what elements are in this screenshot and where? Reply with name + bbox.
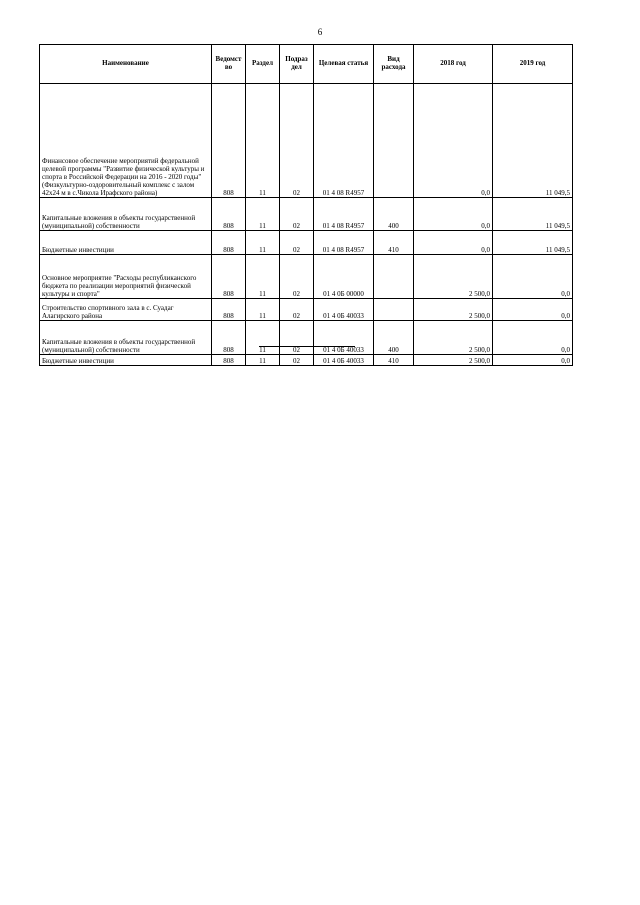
row-dept: 808 (212, 231, 246, 255)
row-2019: 11 049,5 (493, 84, 573, 198)
row-section: 11 (246, 255, 280, 299)
row-dept: 808 (212, 321, 246, 355)
row-expense (374, 255, 414, 299)
table-row (40, 255, 573, 299)
header-section: Раздел (246, 45, 280, 84)
row-dept: 808 (212, 355, 246, 366)
row-dept: 808 (212, 84, 246, 198)
header-target: Целевая статья (314, 45, 374, 84)
row-section: 11 (246, 355, 280, 366)
row-expense: 400 (374, 321, 414, 355)
row-subsection: 02 (280, 84, 314, 198)
row-2018: 2 500,0 (414, 299, 493, 321)
row-target: 01 4 0Б 40033 (314, 355, 374, 366)
row-target: 01 4 0Б 40033 (314, 299, 374, 321)
row-expense: 410 (374, 231, 414, 255)
row-target: 01 4 08 R4957 (314, 231, 374, 255)
table-row (40, 231, 573, 255)
header-subsection: Подраз дел (280, 45, 314, 84)
row-subsection: 02 (280, 355, 314, 366)
row-target: 01 4 0Б 40033 (314, 321, 374, 355)
row-2018: 2 500,0 (414, 321, 493, 355)
row-dept: 808 (212, 198, 246, 231)
row-2019: 0,0 (493, 321, 573, 355)
row-dept: 808 (212, 299, 246, 321)
row-expense (374, 299, 414, 321)
row-target: 01 4 08 R4957 (314, 84, 374, 198)
row-section: 11 (246, 321, 280, 355)
row-name: Строительство спортивного зала в с. Суадаг Алагирского района (40, 299, 212, 321)
row-2019: 0,0 (493, 255, 573, 299)
row-subsection: 02 (280, 255, 314, 299)
budget-table (39, 44, 573, 366)
row-name: Бюджетные инвестиции (40, 355, 212, 366)
row-name: Капитальные вложения в объекты государственной (муниципальной) собственности (40, 321, 212, 355)
row-2019: 11 049,5 (493, 231, 573, 255)
row-dept: 808 (212, 255, 246, 299)
table-header-row (40, 45, 573, 84)
row-target: 01 4 08 R4957 (314, 198, 374, 231)
row-2019: 0,0 (493, 355, 573, 366)
table-row (40, 84, 573, 198)
row-subsection: 02 (280, 299, 314, 321)
table-row (40, 355, 573, 366)
row-expense (374, 84, 414, 198)
row-section: 11 (246, 198, 280, 231)
row-subsection: 02 (280, 321, 314, 355)
header-2018: 2018 год (414, 45, 493, 84)
row-target: 01 4 0Б 00000 (314, 255, 374, 299)
header-expense: Вид расхода (374, 45, 414, 84)
row-2019: 0,0 (493, 299, 573, 321)
table-row (40, 321, 573, 355)
header-name: Наименование (40, 45, 212, 84)
row-2018: 0,0 (414, 198, 493, 231)
row-name: Бюджетные инвестиции (40, 231, 212, 255)
row-section: 11 (246, 231, 280, 255)
row-2018: 0,0 (414, 84, 493, 198)
row-section: 11 (246, 299, 280, 321)
header-2019: 2019 год (493, 45, 573, 84)
row-section: 11 (246, 84, 280, 198)
table-row (40, 198, 573, 231)
row-expense: 410 (374, 355, 414, 366)
row-2019: 11 049,5 (493, 198, 573, 231)
row-name: Финансовое обеспечение мероприятий федеральной целевой программы "Развитие физической культуры и спорта в Российской Федерации на 2016 - 2020 годы" (Физкультурно-оздоровительный комплекс с залом 42х24 м в с.Чикола Ирафского района) (40, 84, 212, 198)
row-subsection: 02 (280, 231, 314, 255)
row-name: Основное мероприятие "Расходы республиканского бюджета по реализации мероприятий физической культуры и спорта" (40, 255, 212, 299)
row-name: Капитальные вложения в объекты государственной (муниципальной) собственности (40, 198, 212, 231)
end-separator-line (259, 346, 355, 347)
row-2018: 2 500,0 (414, 255, 493, 299)
row-2018: 2 500,0 (414, 355, 493, 366)
page-number: 6 (317, 27, 323, 37)
header-dept: Ведомст во (212, 45, 246, 84)
row-expense: 400 (374, 198, 414, 231)
table-row (40, 299, 573, 321)
row-subsection: 02 (280, 198, 314, 231)
row-2018: 0,0 (414, 231, 493, 255)
